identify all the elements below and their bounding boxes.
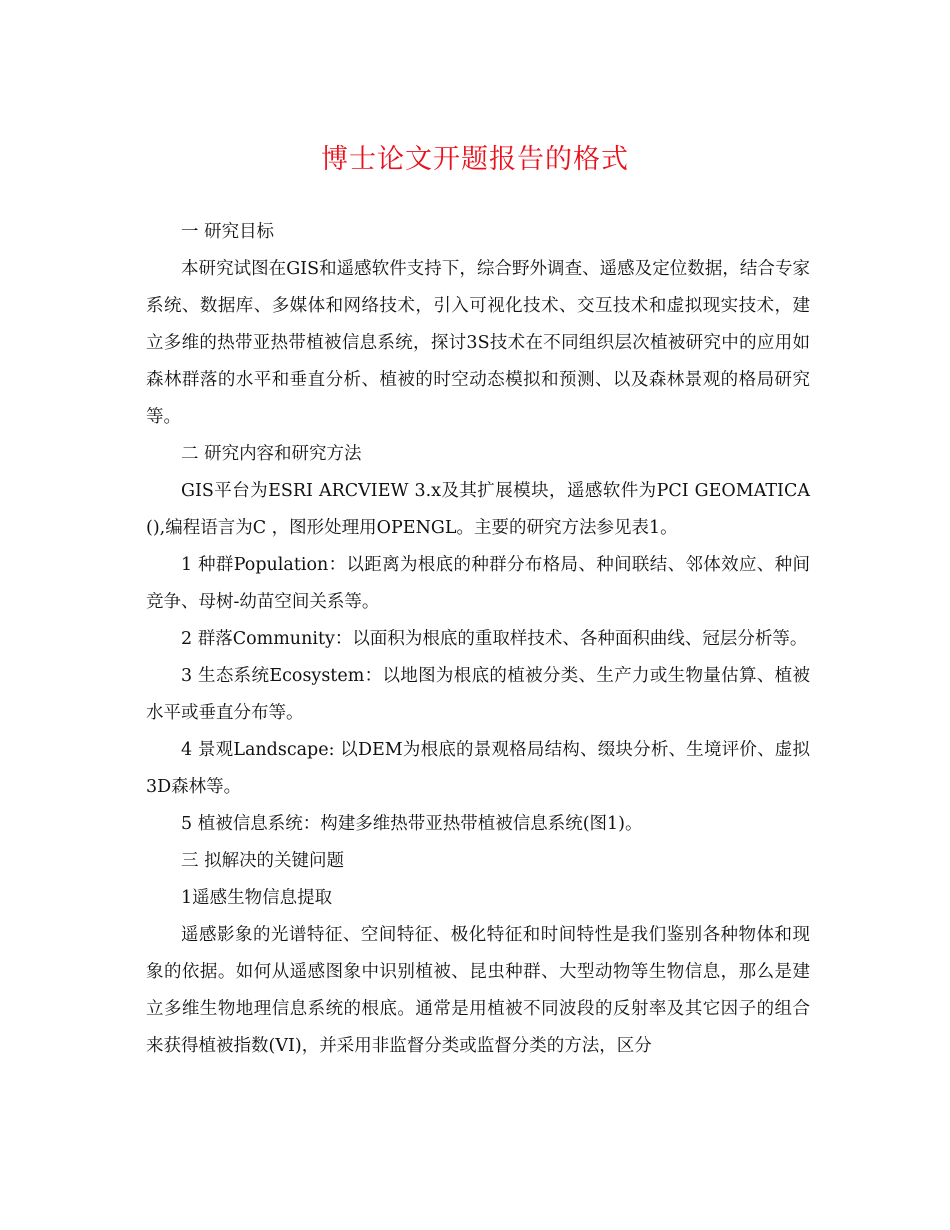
paragraph-platform: GIS平台为ESRI ARCVIEW 3.x及其扩展模块，遥感软件为PCI GEOMATICA (),编程语言为C ，图形处理用OPENGL。主要的研究方法参见表1。 (146, 481, 810, 538)
subheading-remote-sensing: 1遥感生物信息提取 (181, 888, 333, 908)
heading-key-problems: 三 拟解决的关键问题 (181, 851, 345, 871)
document-title: 博士论文开题报告的格式 (321, 144, 629, 175)
list-item-vegetation-system: 5 植被信息系统：构建多维热带亚热带植被信息系统(图1)。 (181, 814, 643, 834)
list-item-community: 2 群落Community：以面积为根底的重取样技术、各种面积曲线、冠层分析等。 (181, 629, 808, 649)
paragraph-remote-sensing: 遥感影象的光谱特征、空间特征、极化特征和时间特性是我们鉴别各种物体和现象的依据。如何从遥感图象中识别植被、昆虫种群、大型动物等生物信息，那么是建立多维生物地理信息系统的根底。通常是用植被不同波段的反射率及其它因子的组合来获得植被指数(VI)，并采用非监督分类或监督分类的方法，区分 (146, 925, 810, 1056)
list-item-ecosystem: 3 生态系统Ecosystem：以地图为根底的植被分类、生产力或生物量估算、植被水平或垂直分布等。 (146, 666, 810, 723)
list-item-landscape: 4 景观Landscape: 以DEM为根底的景观格局结构、缀块分析、生境评价、虚拟3D森林等。 (146, 740, 810, 797)
list-item-population: 1 种群Population：以距离为根底的种群分布格局、种间联结、邻体效应、种间竞争、母树-幼苗空间关系等。 (146, 555, 810, 612)
heading-research-goal: 一 研究目标 (181, 222, 275, 242)
document-body (146, 214, 810, 1065)
paragraph-research-goal: 本研究试图在GIS和遥感软件支持下，综合野外调查、遥感及定位数据，结合专家系统、数据库、多媒体和网络技术，引入可视化技术、交互技术和虚拟现实技术，建立多维的热带亚热带植被信息系统，探讨3S技术在不同组织层次植被研究中的应用如森林群落的水平和垂直分析、植被的时空动态模拟和预测、以及森林景观的格局研究等。 (146, 259, 810, 427)
heading-research-content: 二 研究内容和研究方法 (181, 444, 362, 464)
